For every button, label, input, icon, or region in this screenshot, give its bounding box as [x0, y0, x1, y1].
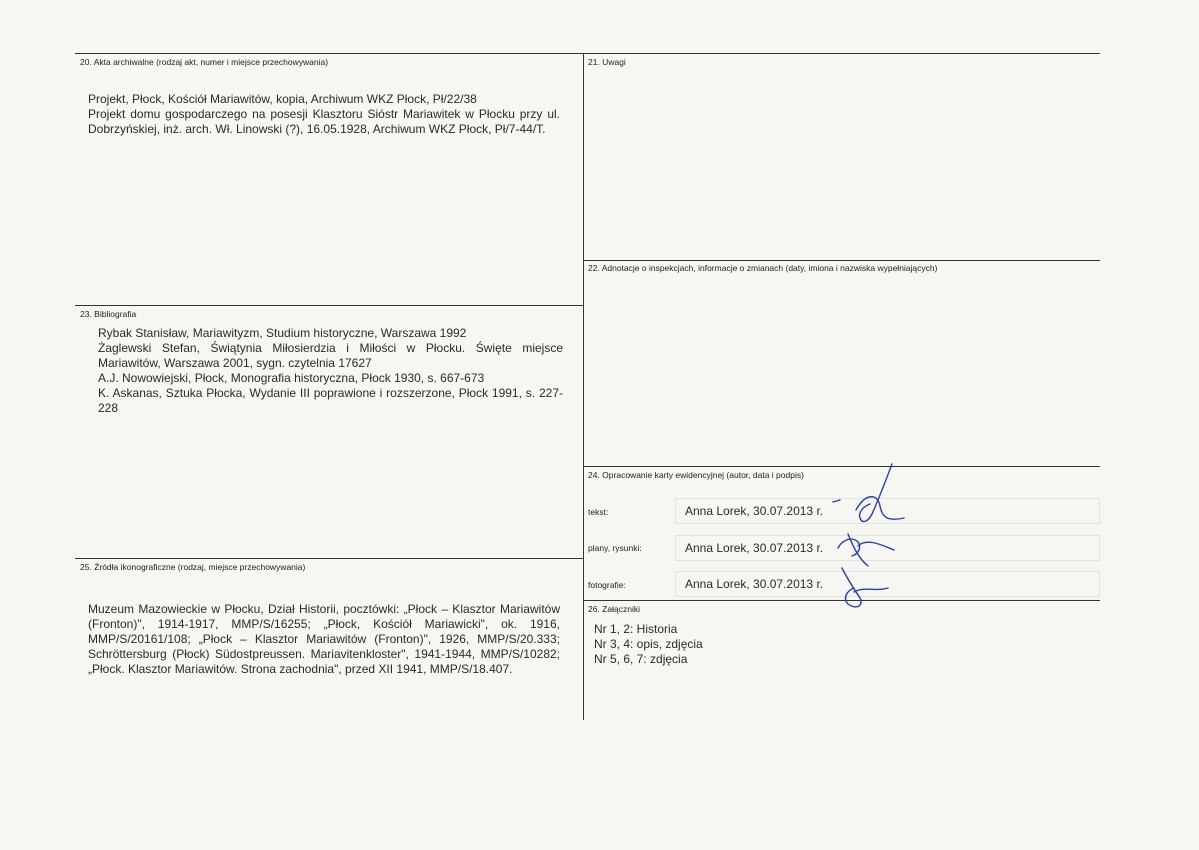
row-value-fotografie: Anna Lorek, 30.07.2013 r.	[685, 577, 824, 591]
rule-25	[75, 558, 583, 559]
archive-entry: Projekt domu gospodarczego na posesji Klasztoru Sióstr Mariawitek w Płocku przy ul. Dobrzyńskiej, inż. arch. Wł. Linowski (?), 16.05.1928, Archiwum WKZ Płock, Pł/7-44/T.	[88, 107, 560, 136]
section-25-content: Muzeum Mazowieckie w Płocku, Dział Historii, pocztówki: „Płock – Klasztor Mariawitów (Fronton)", 1914-1917, MMP/S/16255; „Płock, Kościół Mariawicki", ok. 1916, MMP/S/20161/108; „Płock – Klasztor Mariawitów (Fronton)", 1926, MMP/S/20.333; Schröttersburg (Płock) Südostpreussen. Mariavitenkloster", 1941-1944, MMP/S/10282; „Płock. Klasztor Mariawitów. Strona zachodnia", przed XII 1941, MMP/S/18.407.	[88, 602, 560, 676]
row-key-fotografie: fotografie:	[588, 580, 626, 590]
section-20-content	[88, 92, 560, 137]
section-25-label: 25. Źródła ikonograficzne (rodzaj, miejsce przechowywania)	[80, 562, 306, 572]
rule-23	[75, 305, 583, 306]
row-value-plany: Anna Lorek, 30.07.2013 r.	[685, 541, 824, 555]
bibliography-entry: K. Askanas, Sztuka Płocka, Wydanie III poprawione i rozszerzone, Płock 1991, s. 227-228	[98, 386, 563, 415]
row-value-tekst: Anna Lorek, 30.07.2013 r.	[685, 504, 824, 518]
bibliography-entry: A.J. Nowowiejski, Płock, Monografia historyczna, Płock 1930, s. 667-673	[98, 371, 485, 385]
bibliography-entry: Żaglewski Stefan, Świątynia Miłosierdzia i Miłości w Płocku. Święte miejsce Mariawitów, Warszawa 2001, sygn. czytelnia 17627	[98, 341, 563, 370]
section-22-label: 22. Adnotacje o inspekcjach, informacje o zmianach (daty, imiona i nazwiska wypełniających)	[588, 263, 938, 273]
section-23-content	[98, 326, 563, 416]
section-20-label: 20. Akta archiwalne (rodzaj akt, numer i miejsce przechowywania)	[80, 57, 329, 67]
attachment-item: Nr 5, 6, 7: zdjęcia	[594, 652, 688, 666]
rule-22	[583, 260, 1100, 261]
section-26-content	[594, 622, 703, 667]
row-key-plany: plany, rysunki:	[588, 543, 642, 553]
section-26-label: 26. Załączniki	[588, 604, 640, 614]
handwritten-signature	[828, 462, 918, 617]
section-21-label: 21. Uwagi	[588, 57, 626, 67]
archive-entry: Projekt, Płock, Kościół Mariawitów, kopia, Archiwum WKZ Płock, Pł/22/38	[88, 92, 477, 106]
bibliography-entry: Rybak Stanisław, Mariawityzm, Studium historyczne, Warszawa 1992	[98, 326, 467, 340]
top-rule	[75, 53, 1100, 54]
section-24-label: 24. Opracowanie karty ewidencyjnej (autor, data i podpis)	[588, 470, 804, 480]
attachment-item: Nr 1, 2: Historia	[594, 622, 678, 636]
row-key-tekst: tekst:	[588, 507, 609, 517]
attachment-item: Nr 3, 4: opis, zdjęcia	[594, 637, 703, 651]
center-divider	[583, 53, 584, 720]
section-23-label: 23. Bibliografia	[80, 309, 137, 319]
